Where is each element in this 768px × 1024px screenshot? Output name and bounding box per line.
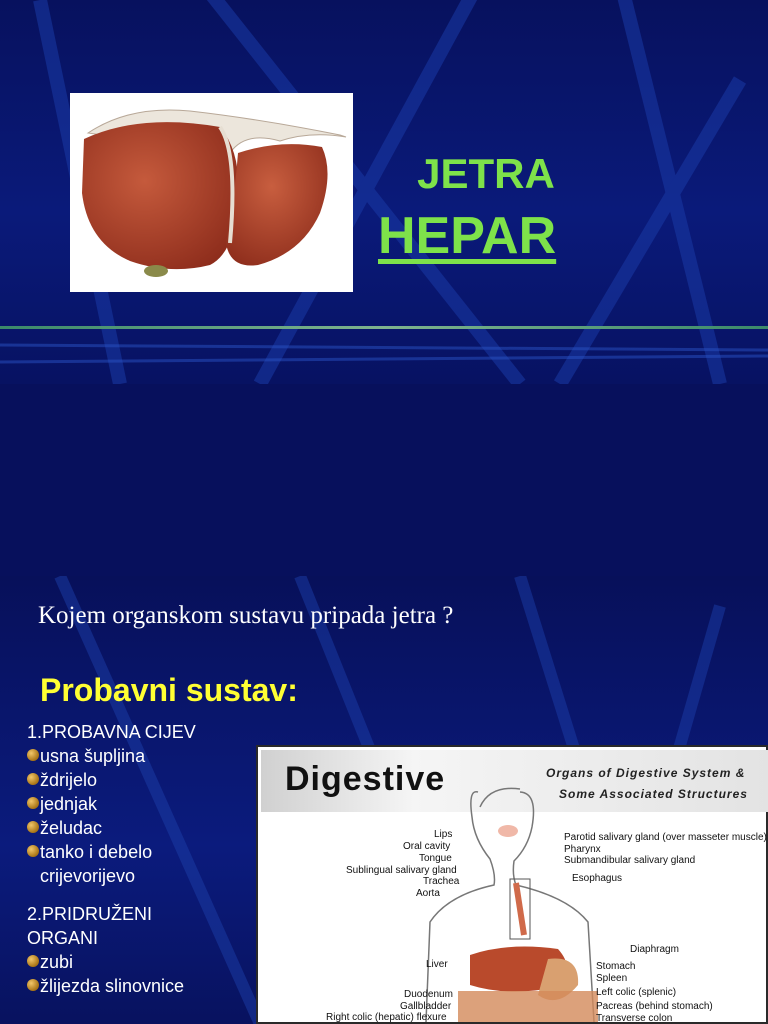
bullet-icon (27, 979, 39, 991)
title-hepar: HEPAR (378, 207, 557, 265)
subtitle-probavni-sustav: Probavni sustav: (40, 672, 298, 708)
label-transverse-colon: Transverse colon (596, 1013, 673, 1024)
label-aorta: Aorta (416, 888, 440, 899)
label-lips: Lips (434, 829, 453, 840)
bullet-icon (27, 797, 39, 809)
label-parotid: Parotid salivary gland (over masseter muscle) (564, 832, 767, 843)
label-tongue: Tongue (419, 853, 452, 864)
bullet-icon (27, 821, 39, 833)
list-item: želudac (27, 816, 252, 840)
bullet-icon (27, 955, 39, 967)
list-item: žlijezda slinovnice (27, 974, 252, 998)
digestive-diagram (256, 745, 768, 1024)
list-item: ždrijelo (27, 768, 252, 792)
list-item: zubi (27, 950, 252, 974)
diagram-subtitle-1: Organs of Digestive System & (546, 766, 746, 780)
label-gallbladder: Gallbladder (400, 1001, 452, 1012)
question-text: Kojem organskom sustavu pripada jetra ? (38, 602, 454, 629)
label-submandibular: Submandibular salivary gland (564, 855, 696, 866)
list-item: jednjak (27, 792, 252, 816)
diagram-subtitle-2: Some Associated Structures (559, 787, 748, 801)
slide-1 (0, 0, 768, 384)
diagram-title: Digestive (285, 760, 446, 798)
list-heading-1: 1.PROBAVNA CIJEV (27, 722, 196, 742)
bullet-icon (27, 749, 39, 761)
divider-line (0, 326, 768, 329)
label-duodenum: Duodenum (404, 989, 453, 1000)
label-trachea: Trachea (423, 876, 460, 887)
label-left-colic: Left colic (splenic) (596, 987, 677, 998)
label-sublingual: Sublingual salivary gland (346, 865, 457, 876)
label-diaphragm: Diaphragm (630, 944, 679, 955)
label-esophagus: Esophagus (572, 873, 623, 884)
label-spleen: Spleen (596, 973, 628, 984)
organ-list (27, 720, 252, 998)
list-item: tanko i debelo crijevorijevo (27, 840, 252, 888)
label-oral-cavity: Oral cavity (403, 841, 451, 852)
label-pharynx: Pharynx (564, 844, 601, 855)
bullet-icon (27, 773, 39, 785)
title-jetra: JETRA (417, 150, 555, 197)
liver-image (70, 93, 353, 292)
slide-gap (0, 384, 768, 576)
body-illustration (258, 747, 766, 1022)
label-stomach: Stomach (596, 961, 636, 972)
list-item: usna šupljina (27, 744, 252, 768)
label-right-colic: Right colic (hepatic) flexure (326, 1012, 447, 1023)
label-pancreas: Pacreas (behind stomach) (596, 1001, 713, 1012)
bullet-icon (27, 845, 39, 857)
label-liver: Liver (426, 959, 448, 970)
list-heading-2: 2.PRIDRUŽENI ORGANI (27, 904, 153, 948)
